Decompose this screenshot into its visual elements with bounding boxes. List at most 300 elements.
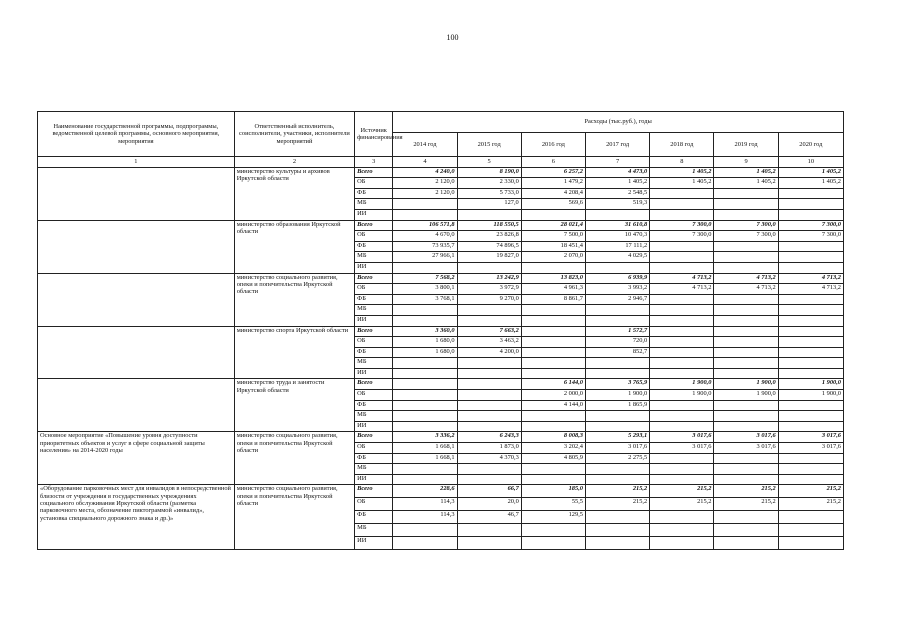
amount-cell: 1 572,7 [586,326,650,337]
executor-cell: министерство спорта Иркутской области [234,326,354,379]
amount-cell [714,511,778,524]
amount-cell: 17 111,2 [586,241,650,252]
funding-source-cell: ОБ [355,231,393,242]
funding-source-cell: ОБ [355,390,393,401]
amount-cell: 1 900,0 [714,390,778,401]
year-header: 2014 год [393,133,457,157]
amount-cell: 1 873,0 [457,443,521,454]
executor-cell: министерство труда и занятости Иркутской области [234,379,354,432]
amount-cell [778,411,843,422]
amount-cell [650,305,714,316]
amount-cell [714,347,778,358]
funding-source-cell: ОБ [355,178,393,189]
amount-cell [778,315,843,326]
amount-cell: 215,2 [778,498,843,511]
amount-cell [714,305,778,316]
amount-cell [457,464,521,475]
executor-cell: министерство социального развития, опеки и попечительства Иркутской области [234,432,354,485]
amount-cell: 2 120,0 [393,178,457,189]
amount-cell [393,305,457,316]
amount-cell: 4 805,9 [521,453,585,464]
amount-cell: 114,3 [393,511,457,524]
amount-cell: 215,2 [714,498,778,511]
funding-source-cell: Всего [355,220,393,231]
amount-cell [393,199,457,210]
amount-cell [393,524,457,537]
amount-cell: 1 680,0 [393,347,457,358]
amount-cell: 114,3 [393,498,457,511]
amount-cell [586,421,650,432]
amount-cell [714,209,778,220]
amount-cell [714,358,778,369]
col-number: 7 [586,157,650,168]
amount-cell [393,209,457,220]
program-name-cell: Основное мероприятие «Повышение уровня доступности приоритетных объектов и услуг в сфере социальной защиты населения» на 2014-2020 годы [38,432,235,485]
amount-cell [714,400,778,411]
amount-cell: 3 017,6 [586,443,650,454]
year-header: 2017 год [586,133,650,157]
amount-cell [521,347,585,358]
amount-cell: 3 993,2 [586,284,650,295]
amount-cell [521,315,585,326]
amount-cell: 3 017,6 [778,443,843,454]
amount-cell [393,315,457,326]
amount-cell [521,421,585,432]
amount-cell [650,294,714,305]
col-executor-header: Ответственный исполнитель, соисполнители, участники, исполнители мероприятий [234,112,354,157]
amount-cell: 18 451,4 [521,241,585,252]
amount-cell [457,400,521,411]
amount-cell: 7 300,0 [778,220,843,231]
amount-cell [778,209,843,220]
funding-source-cell: МБ [355,524,393,537]
amount-cell: 569,6 [521,199,585,210]
amount-cell: 55,5 [521,498,585,511]
table-row [38,432,844,443]
funding-source-cell: ФБ [355,188,393,199]
amount-cell [714,188,778,199]
column-number-row [38,157,844,168]
funding-source-cell: ИИ [355,537,393,550]
amount-cell: 4 713,2 [778,284,843,295]
amount-cell: 1 405,2 [778,167,843,178]
amount-cell [457,421,521,432]
amount-cell: 519,3 [586,199,650,210]
amount-cell: 1 405,2 [650,178,714,189]
amount-cell: 1 479,2 [521,178,585,189]
amount-cell [714,262,778,273]
amount-cell [778,252,843,263]
amount-cell [457,390,521,401]
amount-cell: 6 257,2 [521,167,585,178]
funding-source-cell: ИИ [355,474,393,485]
amount-cell [650,337,714,348]
amount-cell [650,358,714,369]
amount-cell: 3 463,2 [457,337,521,348]
amount-cell: 20,0 [457,498,521,511]
amount-cell [714,252,778,263]
amount-cell: 10 470,3 [586,231,650,242]
amount-cell: 215,2 [650,485,714,498]
amount-cell [521,337,585,348]
amount-cell: 1 405,2 [714,167,778,178]
amount-cell: 3 765,9 [586,379,650,390]
amount-cell: 2 946,7 [586,294,650,305]
amount-cell: 7 663,2 [457,326,521,337]
funding-source-cell: МБ [355,199,393,210]
amount-cell: 1 668,1 [393,453,457,464]
amount-cell: 31 610,8 [586,220,650,231]
funding-source-cell: Всего [355,167,393,178]
amount-cell: 1 405,2 [778,178,843,189]
amount-cell [714,464,778,475]
amount-cell [714,368,778,379]
amount-cell [650,252,714,263]
amount-cell: 27 966,1 [393,252,457,263]
program-name-cell [38,273,235,326]
funding-source-cell: Всего [355,273,393,284]
amount-cell [521,524,585,537]
amount-cell: 2 330,0 [457,178,521,189]
amount-cell [778,199,843,210]
col-number: 9 [714,157,778,168]
amount-cell: 1 900,0 [650,390,714,401]
amount-cell [393,390,457,401]
amount-cell: 2 070,0 [521,252,585,263]
amount-cell [457,262,521,273]
year-header: 2018 год [650,133,714,157]
amount-cell: 3 336,2 [393,432,457,443]
amount-cell [457,524,521,537]
amount-cell [521,305,585,316]
col-number: 8 [650,157,714,168]
amount-cell [393,400,457,411]
col-number: 1 [38,157,235,168]
amount-cell: 4 200,0 [457,347,521,358]
year-header: 2016 год [521,133,585,157]
amount-cell [393,262,457,273]
funding-source-cell: ИИ [355,262,393,273]
amount-cell [393,379,457,390]
col-program-header: Наименование государственной программы, подпрограммы, ведомственной целевой программы, основного мероприятия, мероприятия [38,112,235,157]
amount-cell [586,474,650,485]
amount-cell: 4 370,3 [457,453,521,464]
amount-cell [393,358,457,369]
amount-cell [393,421,457,432]
amount-cell [586,524,650,537]
amount-cell [778,294,843,305]
amount-cell [778,368,843,379]
amount-cell: 7 568,2 [393,273,457,284]
amount-cell [714,326,778,337]
table-row [38,485,844,498]
amount-cell [650,421,714,432]
funding-source-cell: ОБ [355,443,393,454]
amount-cell [393,474,457,485]
table-row [38,167,844,178]
program-name-cell [38,220,235,273]
amount-cell: 185,0 [521,485,585,498]
funding-source-cell: ИИ [355,315,393,326]
amount-cell: 4 713,2 [714,273,778,284]
funding-source-cell: ОБ [355,498,393,511]
amount-cell: 228,6 [393,485,457,498]
col-expenses-header: Расходы (тыс.руб.), годы [393,112,844,133]
table-row [38,326,844,337]
amount-cell: 2 120,0 [393,188,457,199]
amount-cell [714,524,778,537]
amount-cell: 1 900,0 [778,390,843,401]
col-number: 6 [521,157,585,168]
amount-cell [778,262,843,273]
program-name-cell [38,167,235,220]
amount-cell [650,411,714,422]
amount-cell: 3 800,1 [393,284,457,295]
executor-cell: министерство образования Иркутской области [234,220,354,273]
amount-cell [778,188,843,199]
amount-cell: 2 548,5 [586,188,650,199]
amount-cell: 4 144,0 [521,400,585,411]
amount-cell [778,537,843,550]
funding-source-cell: МБ [355,358,393,369]
amount-cell [521,537,585,550]
amount-cell [778,400,843,411]
amount-cell [778,524,843,537]
col-number: 5 [457,157,521,168]
amount-cell: 9 270,0 [457,294,521,305]
amount-cell: 4 713,2 [650,273,714,284]
amount-cell: 7 300,0 [714,231,778,242]
amount-cell: 3 017,6 [714,443,778,454]
amount-cell: 4 713,2 [714,284,778,295]
amount-cell [586,511,650,524]
amount-cell [650,400,714,411]
amount-cell: 1 900,0 [650,379,714,390]
amount-cell [714,241,778,252]
amount-cell: 5 733,0 [457,188,521,199]
funding-source-cell: МБ [355,252,393,263]
amount-cell: 6 243,3 [457,432,521,443]
funding-source-cell: ФБ [355,294,393,305]
amount-cell [650,511,714,524]
amount-cell [650,188,714,199]
amount-cell [650,524,714,537]
amount-cell: 215,2 [586,485,650,498]
amount-cell: 3 768,1 [393,294,457,305]
funding-source-cell: ИИ [355,421,393,432]
amount-cell [521,209,585,220]
col-source-header: Источник финансирования [355,112,393,157]
amount-cell: 7 300,0 [714,220,778,231]
table-body [38,112,844,550]
amount-cell [778,241,843,252]
amount-cell [521,262,585,273]
amount-cell [714,537,778,550]
amount-cell [778,474,843,485]
amount-cell: 1 405,2 [650,167,714,178]
funding-source-cell: ФБ [355,241,393,252]
year-header: 2020 год [778,133,843,157]
amount-cell: 3 360,0 [393,326,457,337]
amount-cell: 7 300,0 [650,220,714,231]
amount-cell: 215,2 [650,498,714,511]
amount-cell [586,411,650,422]
amount-cell [778,347,843,358]
col-number: 10 [778,157,843,168]
table-row [38,379,844,390]
program-name-cell [38,379,235,432]
amount-cell [650,199,714,210]
amount-cell: 1 900,0 [778,379,843,390]
funding-source-cell: ФБ [355,400,393,411]
amount-cell [714,453,778,464]
funding-source-cell: ФБ [355,347,393,358]
amount-cell: 7 500,0 [521,231,585,242]
amount-cell [650,315,714,326]
amount-cell [521,368,585,379]
amount-cell [650,453,714,464]
amount-cell [778,453,843,464]
amount-cell: 4 670,0 [393,231,457,242]
amount-cell [457,368,521,379]
amount-cell: 6 144,0 [521,379,585,390]
executor-cell: министерство социального развития, опеки и попечительства Иркутской области [234,485,354,550]
amount-cell: 4 713,2 [650,284,714,295]
funding-source-cell: ОБ [355,284,393,295]
amount-cell [650,537,714,550]
amount-cell: 46,7 [457,511,521,524]
amount-cell: 1 405,2 [714,178,778,189]
funding-source-cell: ИИ [355,368,393,379]
amount-cell: 2 000,0 [521,390,585,401]
col-number: 2 [234,157,354,168]
amount-cell: 3 202,4 [521,443,585,454]
amount-cell [457,315,521,326]
funding-source-cell: Всего [355,485,393,498]
amount-cell: 1 405,2 [586,178,650,189]
executor-cell: министерство культуры и архивов Иркутской области [234,167,354,220]
amount-cell [586,537,650,550]
amount-cell: 7 300,0 [778,231,843,242]
amount-cell [586,209,650,220]
amount-cell [650,368,714,379]
amount-cell [586,305,650,316]
amount-cell: 215,2 [778,485,843,498]
header-row-1 [38,112,844,133]
amount-cell [778,358,843,369]
col-number: 4 [393,157,457,168]
amount-cell [393,368,457,379]
funding-source-cell: ФБ [355,511,393,524]
amount-cell [457,305,521,316]
amount-cell [714,411,778,422]
page-number: 100 [446,33,459,42]
amount-cell: 3 017,6 [778,432,843,443]
amount-cell: 23 826,8 [457,231,521,242]
program-name-cell: «Оборудование парковочных мест для инвалидов в непосредственной близости от учреждения в государственных учреждениях социального обслуживания Иркутской области (разметка парковочного места, обозначение пиктограммой «инвалид», установка специального дорожного знака и др.)» [38,485,235,550]
amount-cell: 6 939,9 [586,273,650,284]
amount-cell: 4 240,0 [393,167,457,178]
amount-cell [521,474,585,485]
amount-cell [586,262,650,273]
amount-cell: 1 900,0 [586,390,650,401]
amount-cell [778,337,843,348]
amount-cell [521,358,585,369]
amount-cell [521,326,585,337]
amount-cell: 13 823,0 [521,273,585,284]
amount-cell: 2 275,5 [586,453,650,464]
executor-cell: министерство социального развития, опеки и попечительства Иркутской области [234,273,354,326]
amount-cell [714,421,778,432]
funding-source-cell: МБ [355,411,393,422]
amount-cell: 5 293,1 [586,432,650,443]
amount-cell: 1 865,9 [586,400,650,411]
amount-cell [714,474,778,485]
amount-cell: 13 242,9 [457,273,521,284]
amount-cell [586,464,650,475]
amount-cell: 3 017,6 [650,432,714,443]
amount-cell [778,305,843,316]
amount-cell: 3 017,6 [714,432,778,443]
amount-cell [778,326,843,337]
amount-cell [457,537,521,550]
amount-cell [714,294,778,305]
amount-cell [457,358,521,369]
amount-cell: 129,5 [521,511,585,524]
amount-cell [778,511,843,524]
funding-source-cell: МБ [355,464,393,475]
amount-cell [714,315,778,326]
amount-cell [714,337,778,348]
amount-cell [586,315,650,326]
amount-cell: 8 008,3 [521,432,585,443]
amount-cell: 4 029,5 [586,252,650,263]
year-header: 2015 год [457,133,521,157]
amount-cell: 19 827,0 [457,252,521,263]
table-row [38,220,844,231]
amount-cell: 720,0 [586,337,650,348]
amount-cell: 28 021,4 [521,220,585,231]
year-header: 2019 год [714,133,778,157]
amount-cell [457,209,521,220]
funding-source-cell: МБ [355,305,393,316]
amount-cell: 4 961,3 [521,284,585,295]
amount-cell: 118 550,5 [457,220,521,231]
amount-cell: 127,0 [457,199,521,210]
col-number: 3 [355,157,393,168]
amount-cell [714,199,778,210]
amount-cell [650,347,714,358]
amount-cell: 74 896,5 [457,241,521,252]
program-name-cell [38,326,235,379]
funding-source-cell: Всего [355,326,393,337]
amount-cell: 73 935,7 [393,241,457,252]
amount-cell: 8 861,7 [521,294,585,305]
amount-cell: 7 300,0 [650,231,714,242]
funding-source-cell: Всего [355,379,393,390]
amount-cell [650,326,714,337]
amount-cell: 66,7 [457,485,521,498]
amount-cell [650,209,714,220]
amount-cell [521,464,585,475]
amount-cell [521,411,585,422]
funding-source-cell: Всего [355,432,393,443]
amount-cell [393,537,457,550]
funding-source-cell: ФБ [355,453,393,464]
amount-cell [650,474,714,485]
funding-source-cell: ОБ [355,337,393,348]
amount-cell [457,411,521,422]
